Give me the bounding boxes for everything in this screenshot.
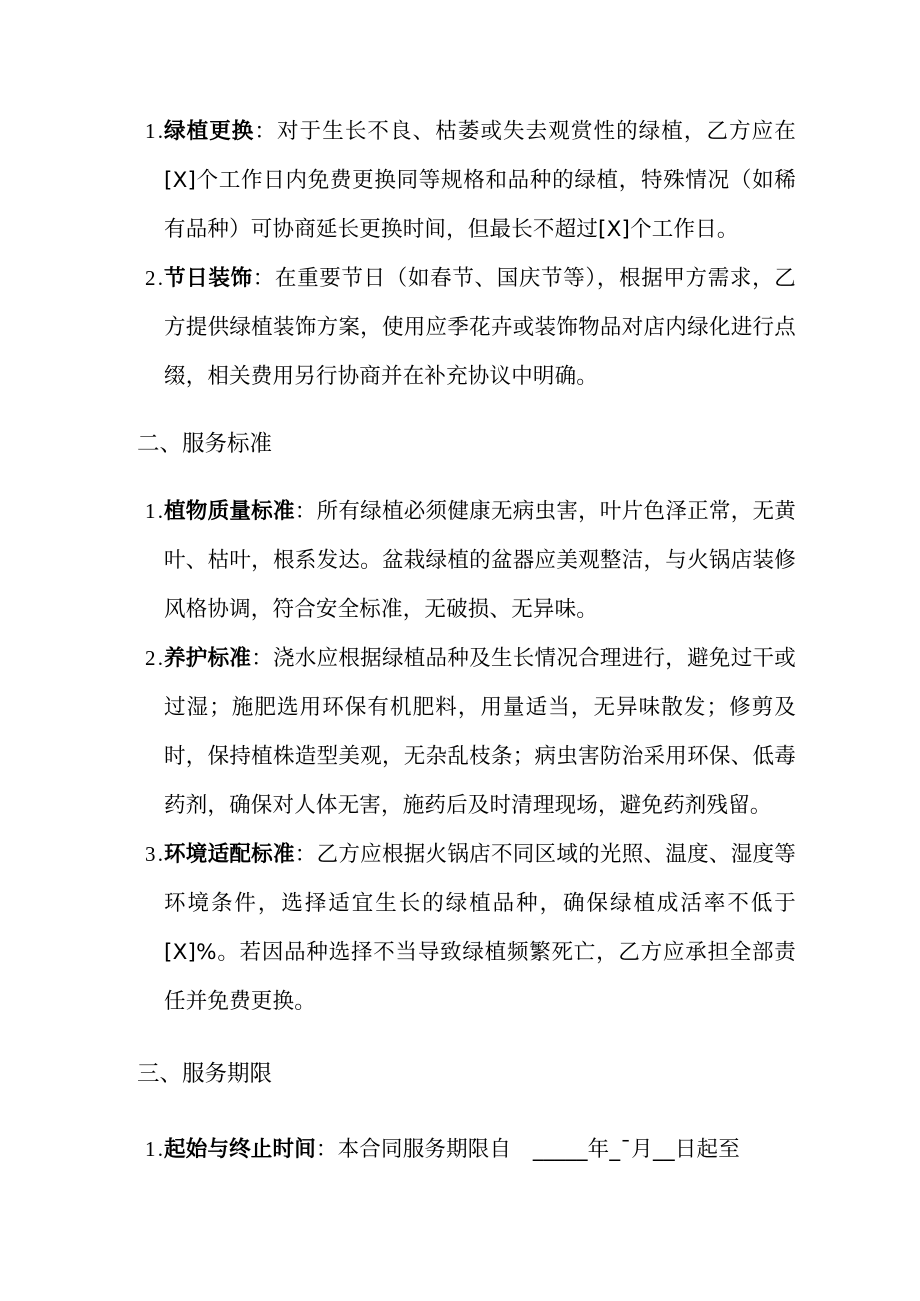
clause-greenery-replacement [145,107,796,254]
clause-term: 环境适配标准 [164,842,295,867]
contract-section-2 [137,420,830,1026]
clause-maintenance-standard [145,634,796,830]
section-heading-service-standards: 二、服务标准 [137,431,273,457]
clause-list [145,1125,830,1174]
clause-text: ：对于生长不良、枯萎或失去观赏性的绿植，乙方应在[X]个工作日内免费更换同等规格和品种的绿植，特殊情况（如稀有品种）可协商延长更换时间，但最长不超过[X]个工作日。 [164,119,796,242]
clause-text: ：所有绿植必须健康无病虫害，叶片色泽正常，无黄叶、枯叶，根系发达。盆栽绿植的盆器应美观整洁，与火锅店装修风格协调，符合安全标准，无破损、无异味。 [164,499,796,622]
clause-text: ：乙方应根据火锅店不同区域的光照、温度、湿度等环境条件，选择适宜生长的绿植品种，确保绿植成活率不低于[X]%。若因品种选择不当导致绿植频繁死亡，乙方应承担全部责任并免费更换。 [164,842,796,1014]
clause-text: ：在重要节日（如春节、国庆节等），根据甲方需求，乙方提供绿植装饰方案，使用应季花卉或装饰物品对店内绿化进行点缀，相关费用另行协商并在补充协议中明确。 [164,266,796,389]
clause-number: 2 . [145,646,162,670]
clause-number: 3 . [145,842,162,866]
clause-plant-quality-standard [145,487,796,634]
clause-text: ：本合同服务期限自 _____年_¯月__日起至 [315,1137,740,1162]
clause-number: 1 . [145,119,162,143]
clause-list [145,107,830,401]
clause-term: 绿植更换 [164,119,255,144]
contract-section-3 [137,1050,830,1174]
clause-term: 节日装饰 [164,266,253,291]
clause-number: 1 . [145,499,162,523]
clause-number: 2 . [145,266,162,290]
clause-holiday-decoration [145,254,796,401]
clause-start-end-time [145,1125,796,1174]
clause-text: ：浇水应根据绿植品种及生长情况合理进行，避免过干或过湿；施肥选用环保有机肥料，用量适当，无异味散发；修剪及时，保持植株造型美观，无杂乱枝条；病虫害防治采用环保、低毒药剂，确保对人体无害，施药后及时清理现场，避免药剂残留。 [164,646,796,818]
clause-term: 植物质量标准 [164,499,295,524]
section-heading-service-term: 三、服务期限 [137,1061,273,1087]
clause-term: 养护标准 [164,646,252,671]
clause-term: 起始与终止时间 [164,1137,316,1162]
clause-list [145,487,830,1026]
contract-section-1 [137,107,830,401]
clause-number: 1 . [145,1137,162,1161]
clause-environment-adaptation-standard [145,830,796,1026]
